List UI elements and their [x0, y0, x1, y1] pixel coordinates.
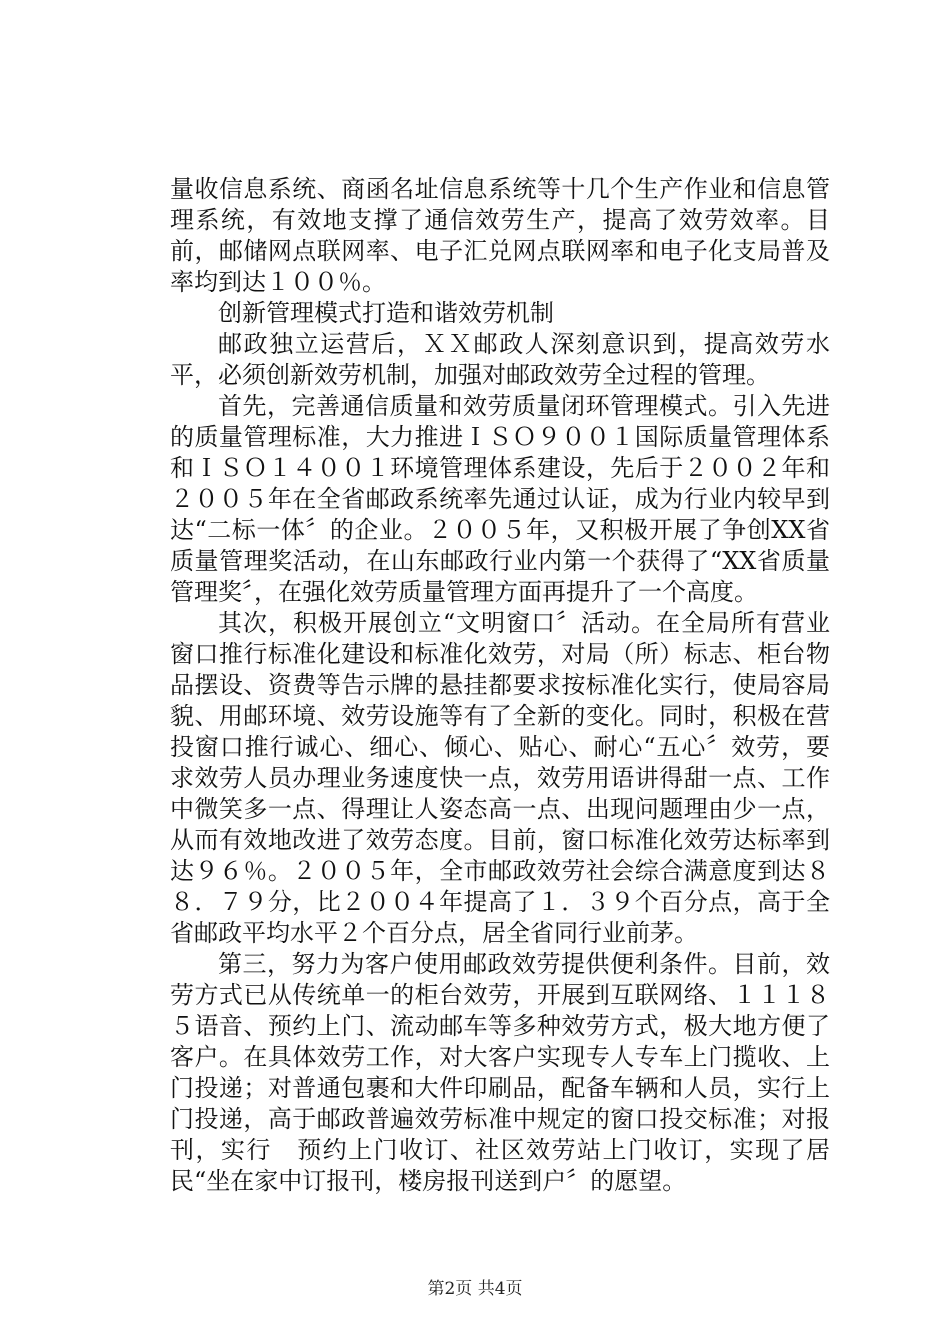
document-body — [170, 174, 830, 1197]
paragraph-4: 首先，完善通信质量和效劳质量闭环管理模式。引入先进的质量管理标准，大力推进ＩＳＯ９００１国际质量管理体系和ＩＳＯ１４００１环境管理体系建设，先后于２００２年和２００５年在全省邮政系统率先通过认证，成为行业内较早到达“二标一体〞的企业。２００５年，又积极开展了争创XX省质量管理奖活动，在山东邮政行业内第一个获得了“XX省质量管理奖〞，在强化效劳质量管理方面再提升了一个高度。 — [170, 392, 830, 606]
paragraph-5: 其次，积极开展创立“文明窗口〞活动。在全局所有营业窗口推行标准化建设和标准化效劳，对局（所）标志、柜台物品摆设、资费等告示牌的悬挂都要求按标准化实行，使局容局貌、用邮环境、效劳设施等有了全新的变化。同时，积极在营投窗口推行诚心、细心、倾心、贴心、耐心“五心〞效劳，要求效劳人员办理业务速度快一点，效劳用语讲得甜一点、工作中微笑多一点、得理让人姿态高一点、出现问题理由少一点，从而有效地改进了效劳态度。目前，窗口标准化效劳达标率到达９６％。２００５年，全市邮政效劳社会综合满意度到达８８．７９分，比２００４年提高了１．３９个百分点，高于全省邮政平均水平２个百分点，居全省同行业前茅。 — [170, 609, 830, 947]
paragraph-6: 第三，努力为客户使用邮政效劳提供便利条件。目前，效劳方式已从传统单一的柜台效劳，开展到互联网络、１１１８５语音、预约上门、流动邮车等多种效劳方式，极大地方便了客户。在具体效劳工作，对大客户实现专人专车上门揽收、上门投递；对普通包裹和大件印刷品，配备车辆和人员，实行上门投递，高于邮政普遍效劳标准中规定的窗口投交标准；对报刊，实行 预约上门收订、社区效劳站上门收订，实现了居民“坐在家中订报刊，楼房报刊送到户〞的愿望。 — [170, 950, 830, 1195]
section-heading: 创新管理模式打造和谐效劳机制 — [218, 299, 554, 327]
paragraph-1: 量收信息系统、商函名址信息系统等十几个生产作业和信息管理系统，有效地支撑了通信效劳生产，提高了效劳效率。目前，邮储网点联网率、电子汇兑网点联网率和电子化支局普及率均到达１００％。 — [170, 175, 830, 296]
paragraph-3: 邮政独立运营后，ＸＸ邮政人深刻意识到，提高效劳水平，必须创新效劳机制，加强对邮政效劳全过程的管理。 — [170, 330, 830, 389]
page-footer: 第2页 共4页 — [427, 1279, 523, 1299]
